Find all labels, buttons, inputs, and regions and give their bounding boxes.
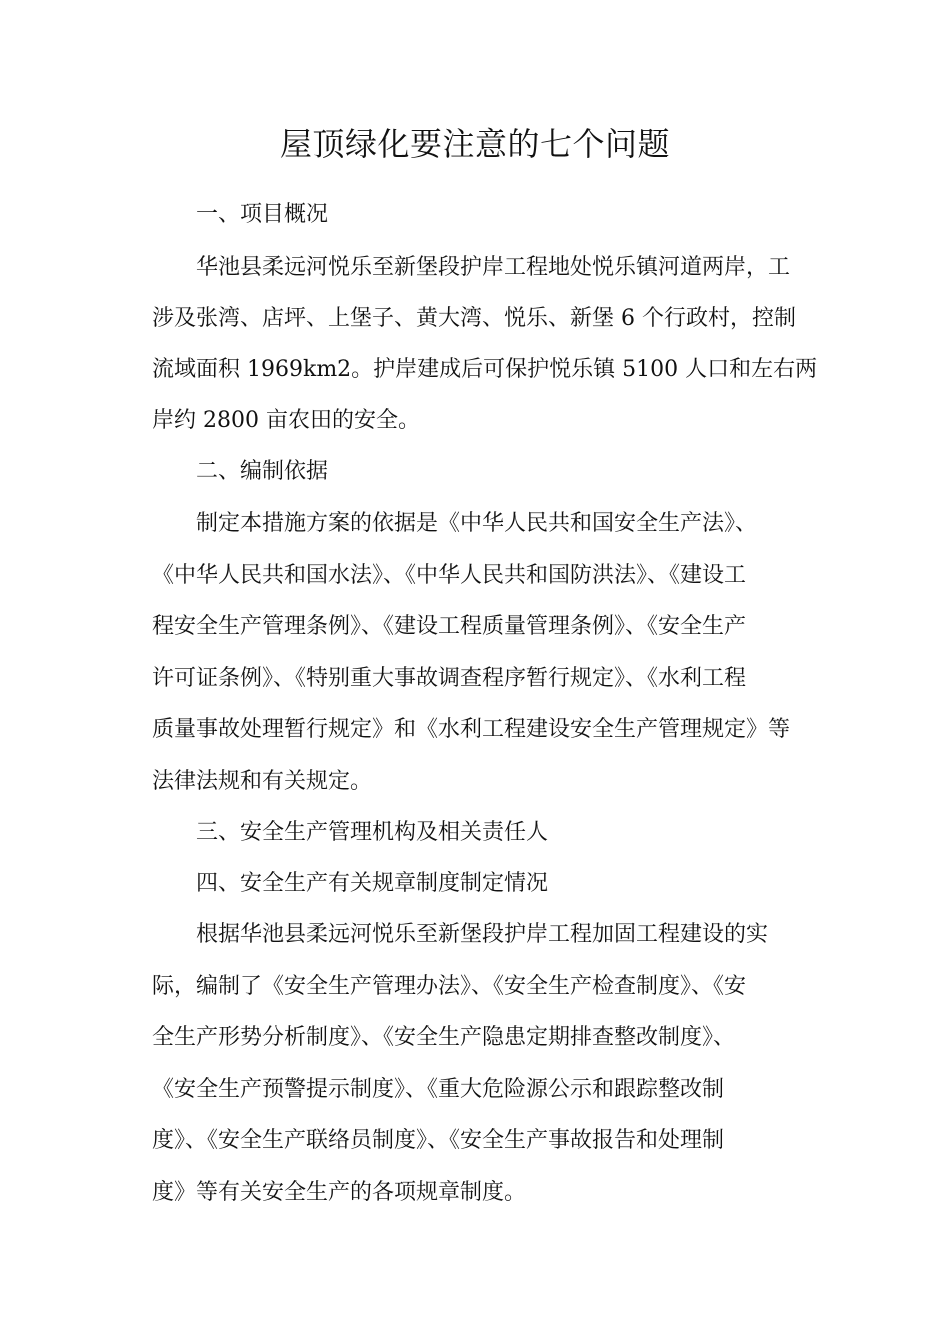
paragraph-line: 制定本措施方案的依据是《中华人民共和国安全生产法》、	[196, 511, 758, 536]
paragraph-line: 际，编制了《安全生产管理办法》、《安全生产检查制度》、《安	[152, 974, 747, 999]
section-heading-regulations: 四、安全生产有关规章制度制定情况	[196, 871, 549, 896]
paragraph-line: 《安全生产预警提示制度》、《重大危险源公示和跟踪整改制	[152, 1077, 725, 1102]
paragraph-line: 法律法规和有关规定。	[152, 769, 373, 794]
paragraph-line: 涉及张湾、店坪、上堡子、黄大湾、悦乐、新堡 6 个行政村，控制	[152, 306, 796, 331]
paragraph-line: 度》、《安全生产联络员制度》、《安全生产事故报告和处理制	[152, 1128, 725, 1153]
section-heading-overview: 一、项目概况	[196, 202, 329, 227]
document-title: 屋顶绿化要注意的七个问题	[279, 125, 670, 163]
paragraph-line: 《中华人民共和国水法》、《中华人民共和国防洪法》、《建设工	[152, 563, 747, 588]
paragraph-line: 根据华池县柔远河悦乐至新堡段护岸工程加固工程建设的实	[196, 922, 769, 947]
paragraph-line: 质量事故处理暂行规定》和《水利工程建设安全生产管理规定》等	[152, 717, 791, 742]
paragraph-line: 华池县柔远河悦乐至新堡段护岸工程地处悦乐镇河道两岸，工	[196, 255, 791, 280]
paragraph-line: 全生产形势分析制度》、《安全生产隐患定期排查整改制度》、	[152, 1025, 736, 1050]
paragraph-line: 流域面积 1969km2。护岸建成后可保护悦乐镇 5100 人口和左右两	[152, 357, 818, 382]
paragraph-line: 程安全生产管理条例》、《建设工程质量管理条例》、《安全生产	[152, 614, 747, 639]
section-heading-organization: 三、安全生产管理机构及相关责任人	[196, 820, 549, 845]
paragraph-line: 岸约 2800 亩农田的安全。	[152, 408, 420, 433]
section-heading-basis: 二、编制依据	[196, 459, 329, 484]
paragraph-line: 度》等有关安全生产的各项规章制度。	[152, 1180, 527, 1205]
paragraph-line: 许可证条例》、《特别重大事故调查程序暂行规定》、《水利工程	[152, 666, 747, 691]
